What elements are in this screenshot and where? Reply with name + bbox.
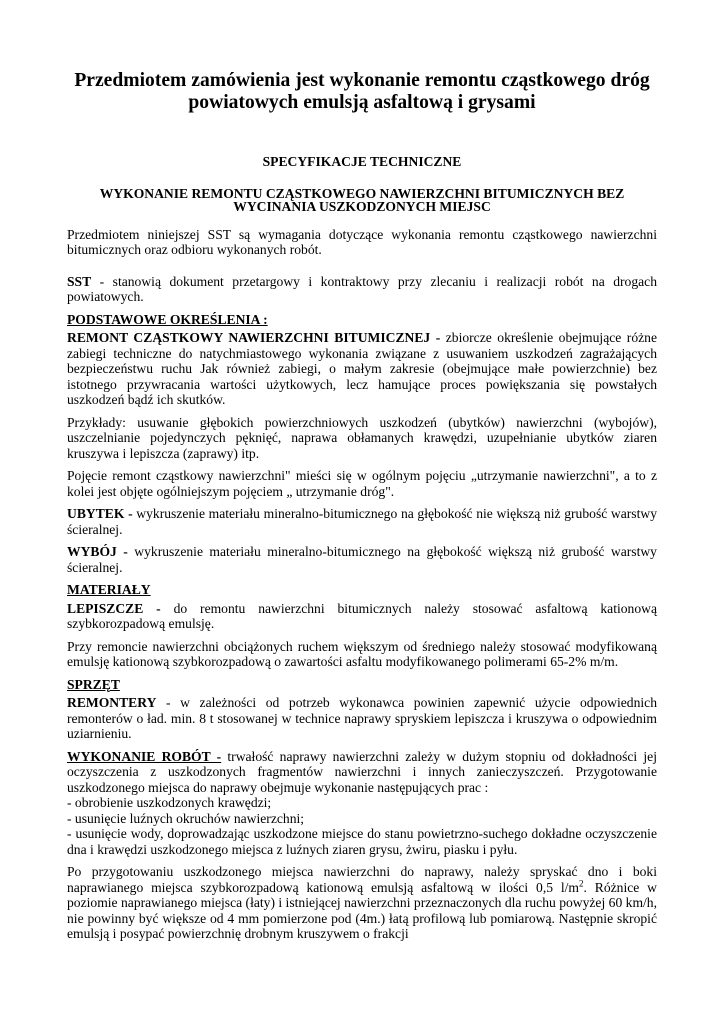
lepiszcze-text: do remontu nawierzchni bitumicznych należy stosować asfaltową kationową szybkorozpadową emulsję. (67, 600, 657, 631)
equipment-heading: SPRZĘT (67, 676, 120, 692)
remontery-term: REMONTERY (67, 695, 157, 710)
ubytek-text: wykruszenie materiału mineralno-bitumicznego na głębokość nie większą niż grubość warstwy ścieralnej. (67, 506, 657, 537)
spec-heading: SPECYFIKACJE TECHNICZNE (262, 154, 462, 169)
sst-paragraph (67, 274, 657, 305)
lepiszcze-term: LEPISZCZE - (67, 600, 161, 616)
remont-text: zbiorcze określenie obejmujące różne zabiegi techniczne do natychmiastowego wykonania związane z usuwaniem uszkodzeń zagrażających bezpieczeństwu ruchu Jak również zabiegi, o małym zakresie (obejmujące małe powierzchnie) bez istotnego przywracania wartości użytkowych, lecz hamujące proces powiększania się powstałych uszkodzeń bądź ich skutków. (67, 330, 657, 407)
final-text-part2: . Różnice w poziomie naprawianego miejsca (łaty) i istniejącej nawierzchni przeznaczonych dla ruchu powyżej 60 km/h, nie powinny być większe od 4 mm pomierzone pod (4m.) łatą profilową lub pomiarową. Następnie skropić emulsją i posypać powierzchnię drobnym kruszywem o frakcji (67, 879, 657, 941)
sst-term: SST (67, 273, 92, 289)
wyboj-text: wykruszenie materiału mineralno-bitumicznego na głębokość większą niż grubość warstwy ścieralnej. (67, 544, 657, 575)
examples-paragraph: Przykłady: usuwanie głębokich powierzchniowych uszkodzeń (ubytków) nawierzchni (wybojów), uszczelnianie pojedynczych pęknięć, naprawa obłamanych krawędzi, uzupełnianie ubytków ziaren kruszywa i lepiszcza (zaprawy) itp. (67, 414, 657, 461)
step-item: - usunięcie wody, doprowadzając uszkodzone miejsce do stanu powietrzno-suchego dokładne oczyszczenie dna i krawędzi uszkodzonego miejsca z luźnych ziaren grysu, żwiru, piasku i pyłu. (67, 826, 657, 857)
step-item: - obrobienie uszkodzonych krawędzi; (67, 795, 272, 810)
remontery-text: - w zależności od potrzeb wykonawca powinien zapewnić użycie odpowiednich remonterów o ład. min. 8 t stosowanej w technice naprawy spryskiem lepiszcza i kruszywa o odpowiednim uziarnieniu. (67, 695, 657, 741)
unit-exponent: 2 (579, 877, 584, 888)
remontery-definition (67, 695, 657, 742)
works-paragraph (67, 749, 657, 796)
ubytek-term: UBYTEK - (67, 506, 133, 521)
document-page (67, 70, 657, 949)
document-title: Przedmiotem zamówienia jest wykonanie remontu cząstkowego dróg powiatowych emulsją asfaltową i grysami (74, 70, 650, 113)
wyboj-definition (67, 544, 657, 575)
intro-paragraph: Przedmiotem niniejszej SST są wymagania dotyczące wykonania remontu cząstkowego nawierzchni bitumicznych oraz odbioru wykonanych robót. (67, 226, 657, 257)
heavy-traffic-paragraph: Przy remoncie nawierzchni obciążonych ruchem większym od średniego należy stosować modyfikowaną emulsję kationową szybkorozpadową o zawartości asfaltu modyfikowanego polimerami 65-2% m/m. (67, 638, 657, 669)
definitions-heading: PODSTAWOWE OKREŚLENIA : (67, 311, 268, 327)
final-paragraph (67, 864, 657, 942)
sst-text: - stanowią dokument przetargowy i kontraktowy przy zlecaniu i realizacji robót na drogach powiatowych. (67, 273, 657, 304)
lepiszcze-definition (67, 601, 657, 632)
ubytek-definition (67, 506, 657, 537)
concept-paragraph: Pojęcie remont cząstkowy nawierzchni" mieści się w ogólnym pojęciu „utrzymanie nawierzchni", a to z kolei jest objęte ogólniejszym pojęciem „ utrzymanie dróg". (67, 468, 657, 499)
section-subtitle: WYKONANIE REMONTU CZĄSTKOWEGO NAWIERZCHNI BITUMICZNYCH BEZ WYCINANIA USZKODZONYCH MIEJSC (99, 185, 625, 214)
remont-term: REMONT CZĄSTKOWY NAWIERZCHNI BITUMICZNEJ - (67, 330, 441, 345)
remont-definition (67, 330, 657, 408)
wyboj-term: WYBÓJ - (67, 544, 128, 559)
final-text-part1: Po przygotowaniu uszkodzonego miejsca nawierzchni do naprawy, należy spryskać dno i boki naprawianego miejsca szybkorozpadową kationową emulsją asfaltową w ilości 0,5 l/m (67, 864, 657, 895)
step-item: - usunięcie luźnych okruchów nawierzchni; (67, 810, 305, 826)
works-term: WYKONANIE ROBÓT - (67, 748, 222, 764)
materials-heading: MATERIAŁY (67, 582, 151, 597)
works-text: trwałość naprawy nawierzchni zależy w dużym stopniu od dokładności jej oczyszczenia z uszkodzonych fragmentów nawierzchni i innych zanieczyszczeń. Przygotowanie uszkodzonego miejsca do naprawy obejmuje wykonanie następujących prac : (67, 748, 657, 795)
